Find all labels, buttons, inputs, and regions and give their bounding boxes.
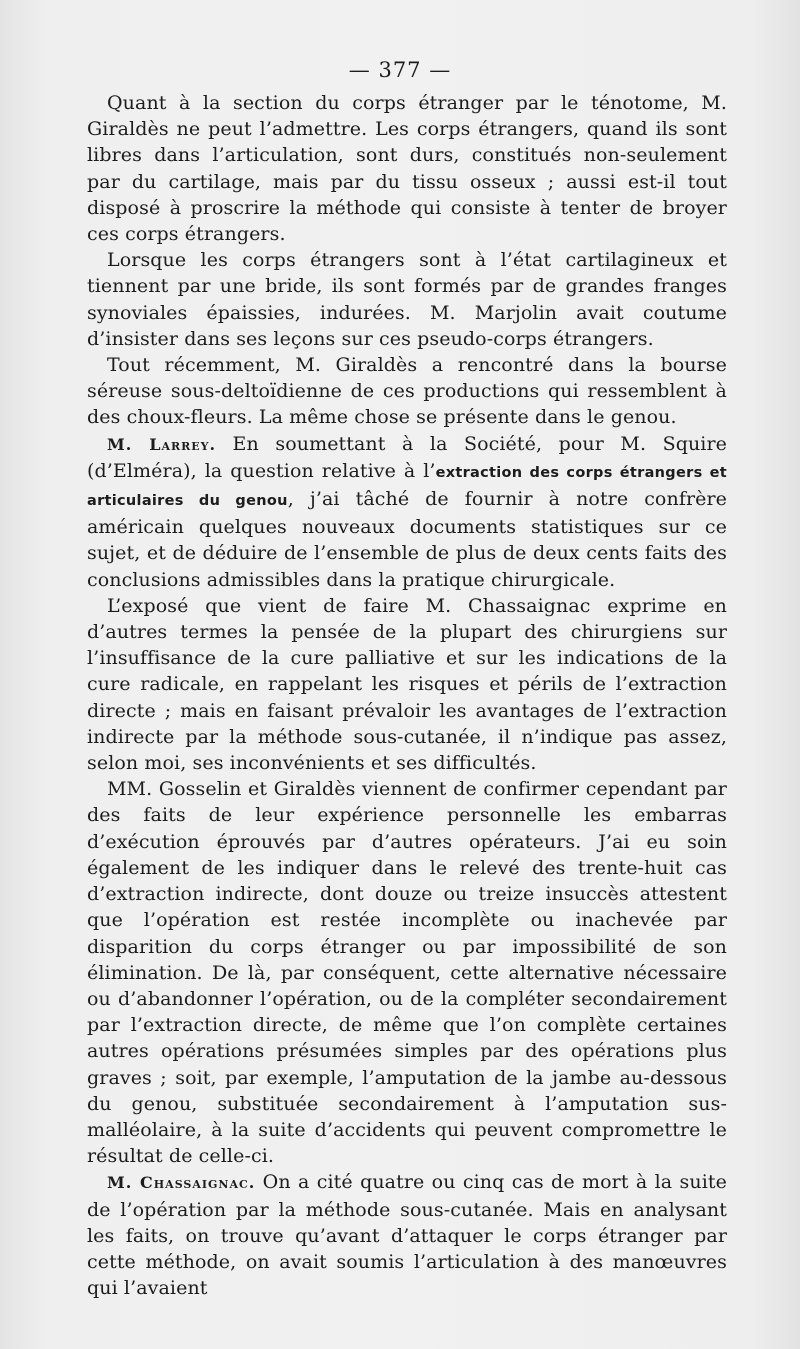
paragraph: Tout récemment, M. Giraldès a rencontré dans la bourse séreuse sous-deltoïdienne de ces productions qui ressemblent à des choux-fleurs. La même chose se présente dans le genou.	[87, 354, 727, 429]
bold-title: extraction des corps étrangers et articulaires du genou	[87, 464, 727, 510]
page-body	[87, 90, 727, 1301]
paragraph	[87, 1169, 727, 1301]
paragraph: Lorsque les corps étrangers sont à l’état cartilagineux et tiennent par une bride, ils sont formés par de grandes franges synoviales épaissies, indurées. M. Marjolin avait coutume d’insister dans ses leçons sur ces pseudo-corps étrangers.	[87, 249, 727, 350]
paragraph: L’exposé que vient de faire M. Chassaignac exprime en d’autres termes la pensée de la plupart des chirurgiens sur l’insuffisance de la cure palliative et sur les indications de la cure radicale, en rappelant les risques et périls de l’extraction directe ; mais en faisant prévaloir les avantages de l’extraction indirecte par la méthode sous-cutanée, il n’indique pas assez, selon moi, ses inconvénients et ses difficultés.	[87, 594, 727, 775]
paragraph: Quant à la section du corps étranger par le ténotome, M. Giraldès ne peut l’admettre. Les corps étrangers, quand ils sont libres dans l’articulation, sont durs, constitués non-seulement par du cartilage, mais par du tissu osseux ; aussi est-il tout disposé à proscrire la méthode qui consiste à tenter de broyer ces corps étrangers.	[87, 92, 727, 246]
paragraph-text: , j’ai tâché de fournir à notre confrère américain quelques nouveaux documents statistiques sur ce sujet, et de déduire de l’ensemble de plus de deux cents faits des conclusions admissibles dans la pratique chirurgicale.	[87, 488, 727, 591]
page-number: — 377 —	[348, 58, 452, 82]
paragraph-text: En soumettant à la Société, pour M. Squire (d’Elméra), la question relative à l’	[87, 432, 727, 482]
paragraph: MM. Gosselin et Giraldès viennent de confirmer cependant par des faits de leur expérience personnelle les embarras d’exécution éprouvés par d’autres opérateurs. J’ai eu soin également de les indiquer dans le relevé des trente-huit cas d’extraction indirecte, dont douze ou treize insuccès attestent que l’opération est restée incomplète ou inachevée par disparition du corps étranger ou par impossibilité de son élimination. De là, par conséquent, cette alternative nécessaire ou d’abandonner l’opération, ou de la compléter secondairement par l’extraction directe, de même que l’on complète certaines autres opérations présumées simples par des opérations plus graves ; soit, par exemple, l’amputation de la jambe au-dessous du genou, substituée secondairement à l’amputation sus-malléolaire, à la suite d’accidents qui peuvent compromettre le résultat de celle-ci.	[87, 778, 727, 1168]
paragraph	[87, 431, 727, 593]
paragraph-text: On a cité quatre ou cinq cas de mort à la suite de l’opération par la méthode sous-cutanée. Mais en analysant les faits, on trouve qu’avant d’attaquer le corps étranger par cette méthode, on avait soumis l’articulation à des manœuvres qui l’avaient	[87, 1171, 727, 1300]
speaker-name: M. Larrey.	[107, 434, 217, 454]
speaker-name: M. Chassaignac.	[107, 1173, 256, 1193]
